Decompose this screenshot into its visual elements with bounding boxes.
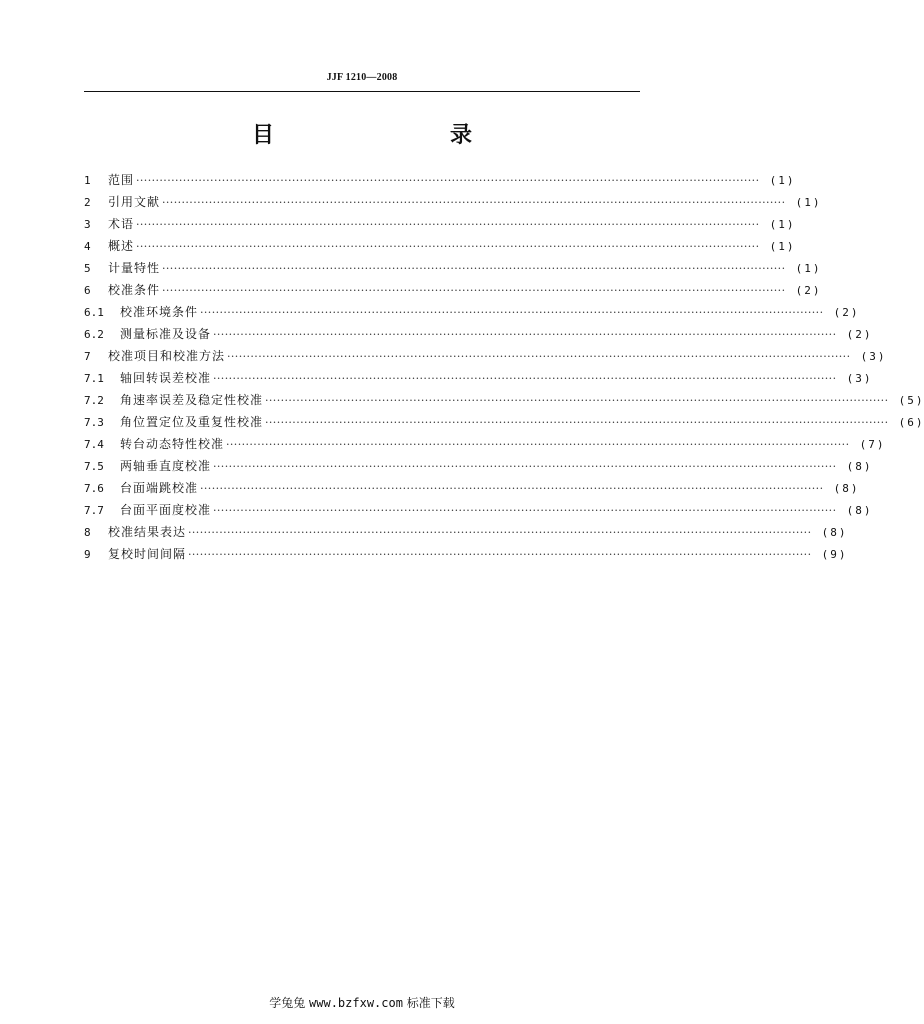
toc-entry-title: 术语 [108, 217, 135, 231]
toc-entry-title: 范围 [108, 173, 135, 187]
toc-entry-number: 7 [84, 350, 91, 363]
toc-dot-leader: ································································································································································ [136, 174, 760, 187]
toc-entry-title: 测量标准及设备 [120, 327, 212, 341]
toc-entry-page: (3) [846, 372, 873, 385]
toc-entry-page: (7) [859, 438, 886, 451]
toc-entry-number: 8 [84, 526, 91, 539]
toc-entry-number: 6.2 [84, 328, 104, 341]
header-rule [84, 91, 640, 92]
toc-entry-title: 复校时间间隔 [108, 547, 187, 561]
toc-dot-leader: ································································································································································ [162, 196, 786, 209]
toc-dot-leader: ································································································································································ [227, 350, 851, 363]
toc-dot-leader: ································································································································································ [213, 460, 837, 473]
toc-entry[interactable] [84, 257, 822, 279]
toc-entry-page: (1) [769, 174, 796, 187]
footer-brand: 学兔兔 [269, 996, 306, 1010]
toc-entry-title: 引用文献 [108, 195, 161, 209]
toc-entry[interactable] [84, 389, 924, 411]
toc-entry-number: 1 [84, 174, 91, 187]
toc-dot-leader: ································································································································································ [136, 240, 760, 253]
toc-entry[interactable] [84, 301, 860, 323]
toc-dot-leader: ································································································································································ [213, 504, 837, 517]
toc-dot-leader: ································································································································································ [162, 262, 786, 275]
toc-entry-page: (1) [795, 196, 822, 209]
toc-dot-leader: ································································································································································ [136, 218, 760, 231]
toc-entry-number: 2 [84, 196, 91, 209]
toc-entry[interactable] [84, 411, 924, 433]
footer [0, 994, 724, 1011]
toc-entry-page: (8) [833, 482, 860, 495]
toc-entry-number: 7.6 [84, 482, 104, 495]
toc-entry-number: 6.1 [84, 306, 104, 319]
toc-entry-page: (2) [833, 306, 860, 319]
toc-entry[interactable] [84, 191, 822, 213]
toc-entry-title: 台面平面度校准 [120, 503, 212, 517]
toc-entry-page: (6) [898, 416, 924, 429]
toc-entry-title: 台面端跳校准 [120, 481, 199, 495]
toc-dot-leader: ································································································································································ [226, 438, 850, 451]
toc-entry[interactable] [84, 367, 873, 389]
toc-entry-page: (8) [846, 460, 873, 473]
toc-entry-title: 校准环境条件 [120, 305, 199, 319]
toc-entry-number: 7.1 [84, 372, 104, 385]
toc-entry-page: (9) [821, 548, 848, 561]
toc-entry[interactable] [84, 169, 796, 191]
toc-entry-number: 3 [84, 218, 91, 231]
toc-entry[interactable] [84, 345, 887, 367]
toc-title: 目 录 [251, 123, 516, 148]
toc-entry-page: (2) [795, 284, 822, 297]
toc-entry[interactable] [84, 521, 848, 543]
toc-entry-page: (1) [769, 240, 796, 253]
toc-dot-leader: ································································································································································ [200, 482, 824, 495]
toc-entry-title: 角位置定位及重复性校准 [120, 415, 264, 429]
toc-entry-title: 校准结果表达 [108, 525, 187, 539]
toc-entry-title: 校准条件 [108, 283, 161, 297]
toc-entry-page: (2) [846, 328, 873, 341]
toc-entry-number: 7.5 [84, 460, 104, 473]
toc-entry-number: 7.2 [84, 394, 104, 407]
toc-dot-leader: ································································································································································ [162, 284, 786, 297]
toc-entry-title: 两轴垂直度校准 [120, 459, 212, 473]
toc-entry-title: 转台动态特性校准 [120, 437, 225, 451]
toc-entry-number: 5 [84, 262, 91, 275]
toc-entry-number: 4 [84, 240, 91, 253]
toc-dot-leader: ································································································································································ [200, 306, 824, 319]
toc-entry[interactable] [84, 213, 796, 235]
toc-entry-page: (5) [898, 394, 924, 407]
toc-entry-number: 7.3 [84, 416, 104, 429]
toc-list [84, 169, 924, 565]
toc-dot-leader: ································································································································································ [188, 526, 812, 539]
toc-entry[interactable] [84, 499, 873, 521]
footer-suffix: 标准下载 [406, 996, 455, 1010]
toc-entry-title: 概述 [108, 239, 135, 253]
toc-entry-number: 6 [84, 284, 91, 297]
toc-entry[interactable] [84, 235, 796, 257]
toc-entry-page: (1) [769, 218, 796, 231]
toc-entry[interactable] [84, 477, 860, 499]
toc-entry[interactable] [84, 543, 848, 565]
toc-entry[interactable] [84, 323, 873, 345]
toc-dot-leader: ································································································································································ [188, 548, 812, 561]
toc-entry-number: 7.7 [84, 504, 104, 517]
toc-entry-title: 校准项目和校准方法 [108, 349, 226, 363]
toc-entry[interactable] [84, 455, 873, 477]
footer-site[interactable]: www.bzfxw.com [309, 996, 403, 1010]
toc-dot-leader: ································································································································································ [213, 372, 837, 385]
toc-dot-leader: ································································································································································ [265, 416, 889, 429]
toc-dot-leader: ································································································································································ [213, 328, 837, 341]
toc-entry[interactable] [84, 433, 886, 455]
toc-entry-title: 角速率误差及稳定性校准 [120, 393, 264, 407]
toc-entry[interactable] [84, 279, 822, 301]
toc-entry-page: (8) [821, 526, 848, 539]
toc-dot-leader: ································································································································································ [265, 394, 889, 407]
toc-entry-page: (8) [846, 504, 873, 517]
toc-entry-page: (1) [795, 262, 822, 275]
document-code: JJF 1210—2008 [326, 72, 398, 83]
toc-entry-number: 9 [84, 548, 91, 561]
toc-entry-title: 轴回转误差校准 [120, 371, 212, 385]
toc-entry-page: (3) [860, 350, 887, 363]
toc-entry-title: 计量特性 [108, 261, 161, 275]
toc-entry-number: 7.4 [84, 438, 104, 451]
